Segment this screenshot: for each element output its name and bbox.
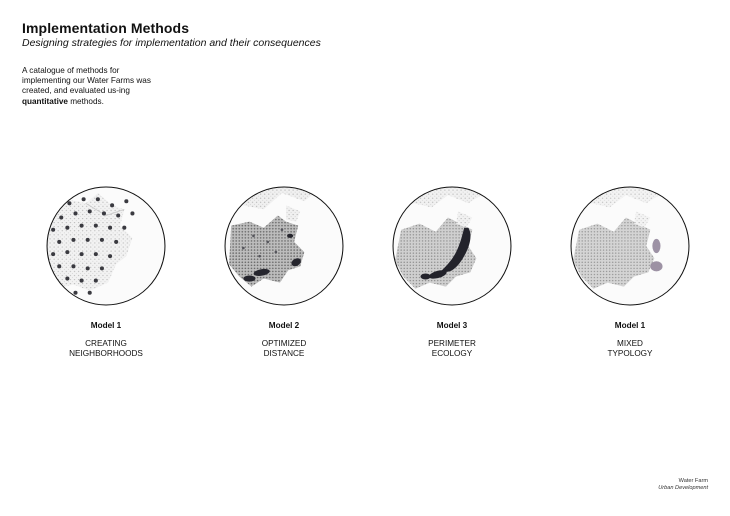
intro-text-end: methods. (67, 96, 104, 106)
footer-project: Water Farm (678, 478, 708, 484)
model-name: Model 2 (268, 321, 300, 330)
page-title: Implementation Methods (22, 20, 190, 36)
model-description: CREATING NEIGHBORHOODS (69, 339, 143, 358)
model-name: Model 1 (614, 321, 646, 330)
intro-paragraph (22, 66, 162, 107)
neighborhood-map-icon (45, 185, 167, 307)
perimeter-map-icon (391, 185, 513, 307)
mixed-map-icon (569, 185, 691, 307)
model-description: PERIMETER ECOLOGY (428, 339, 476, 358)
model-name: Model 1 (90, 321, 122, 330)
page-subtitle: Designing strategies for implementation and their consequences (22, 37, 321, 49)
model-description: OPTIMIZED DISTANCE (261, 339, 307, 358)
footer-category: Urban Development (658, 485, 708, 491)
model-card-2 (222, 185, 346, 359)
model-card-4 (568, 185, 692, 359)
model-card-3 (390, 185, 514, 359)
model-description: MIXED TYPOLOGY (607, 339, 653, 358)
model-card-1 (44, 185, 168, 359)
intro-text-start: A catalogue of methods for implementing our Water Farms was created, and evaluated us-ing (22, 66, 151, 96)
footer (658, 478, 708, 492)
distance-map-icon (223, 185, 345, 307)
intro-emphasis: quantitative (22, 96, 68, 106)
model-name: Model 3 (436, 321, 468, 330)
